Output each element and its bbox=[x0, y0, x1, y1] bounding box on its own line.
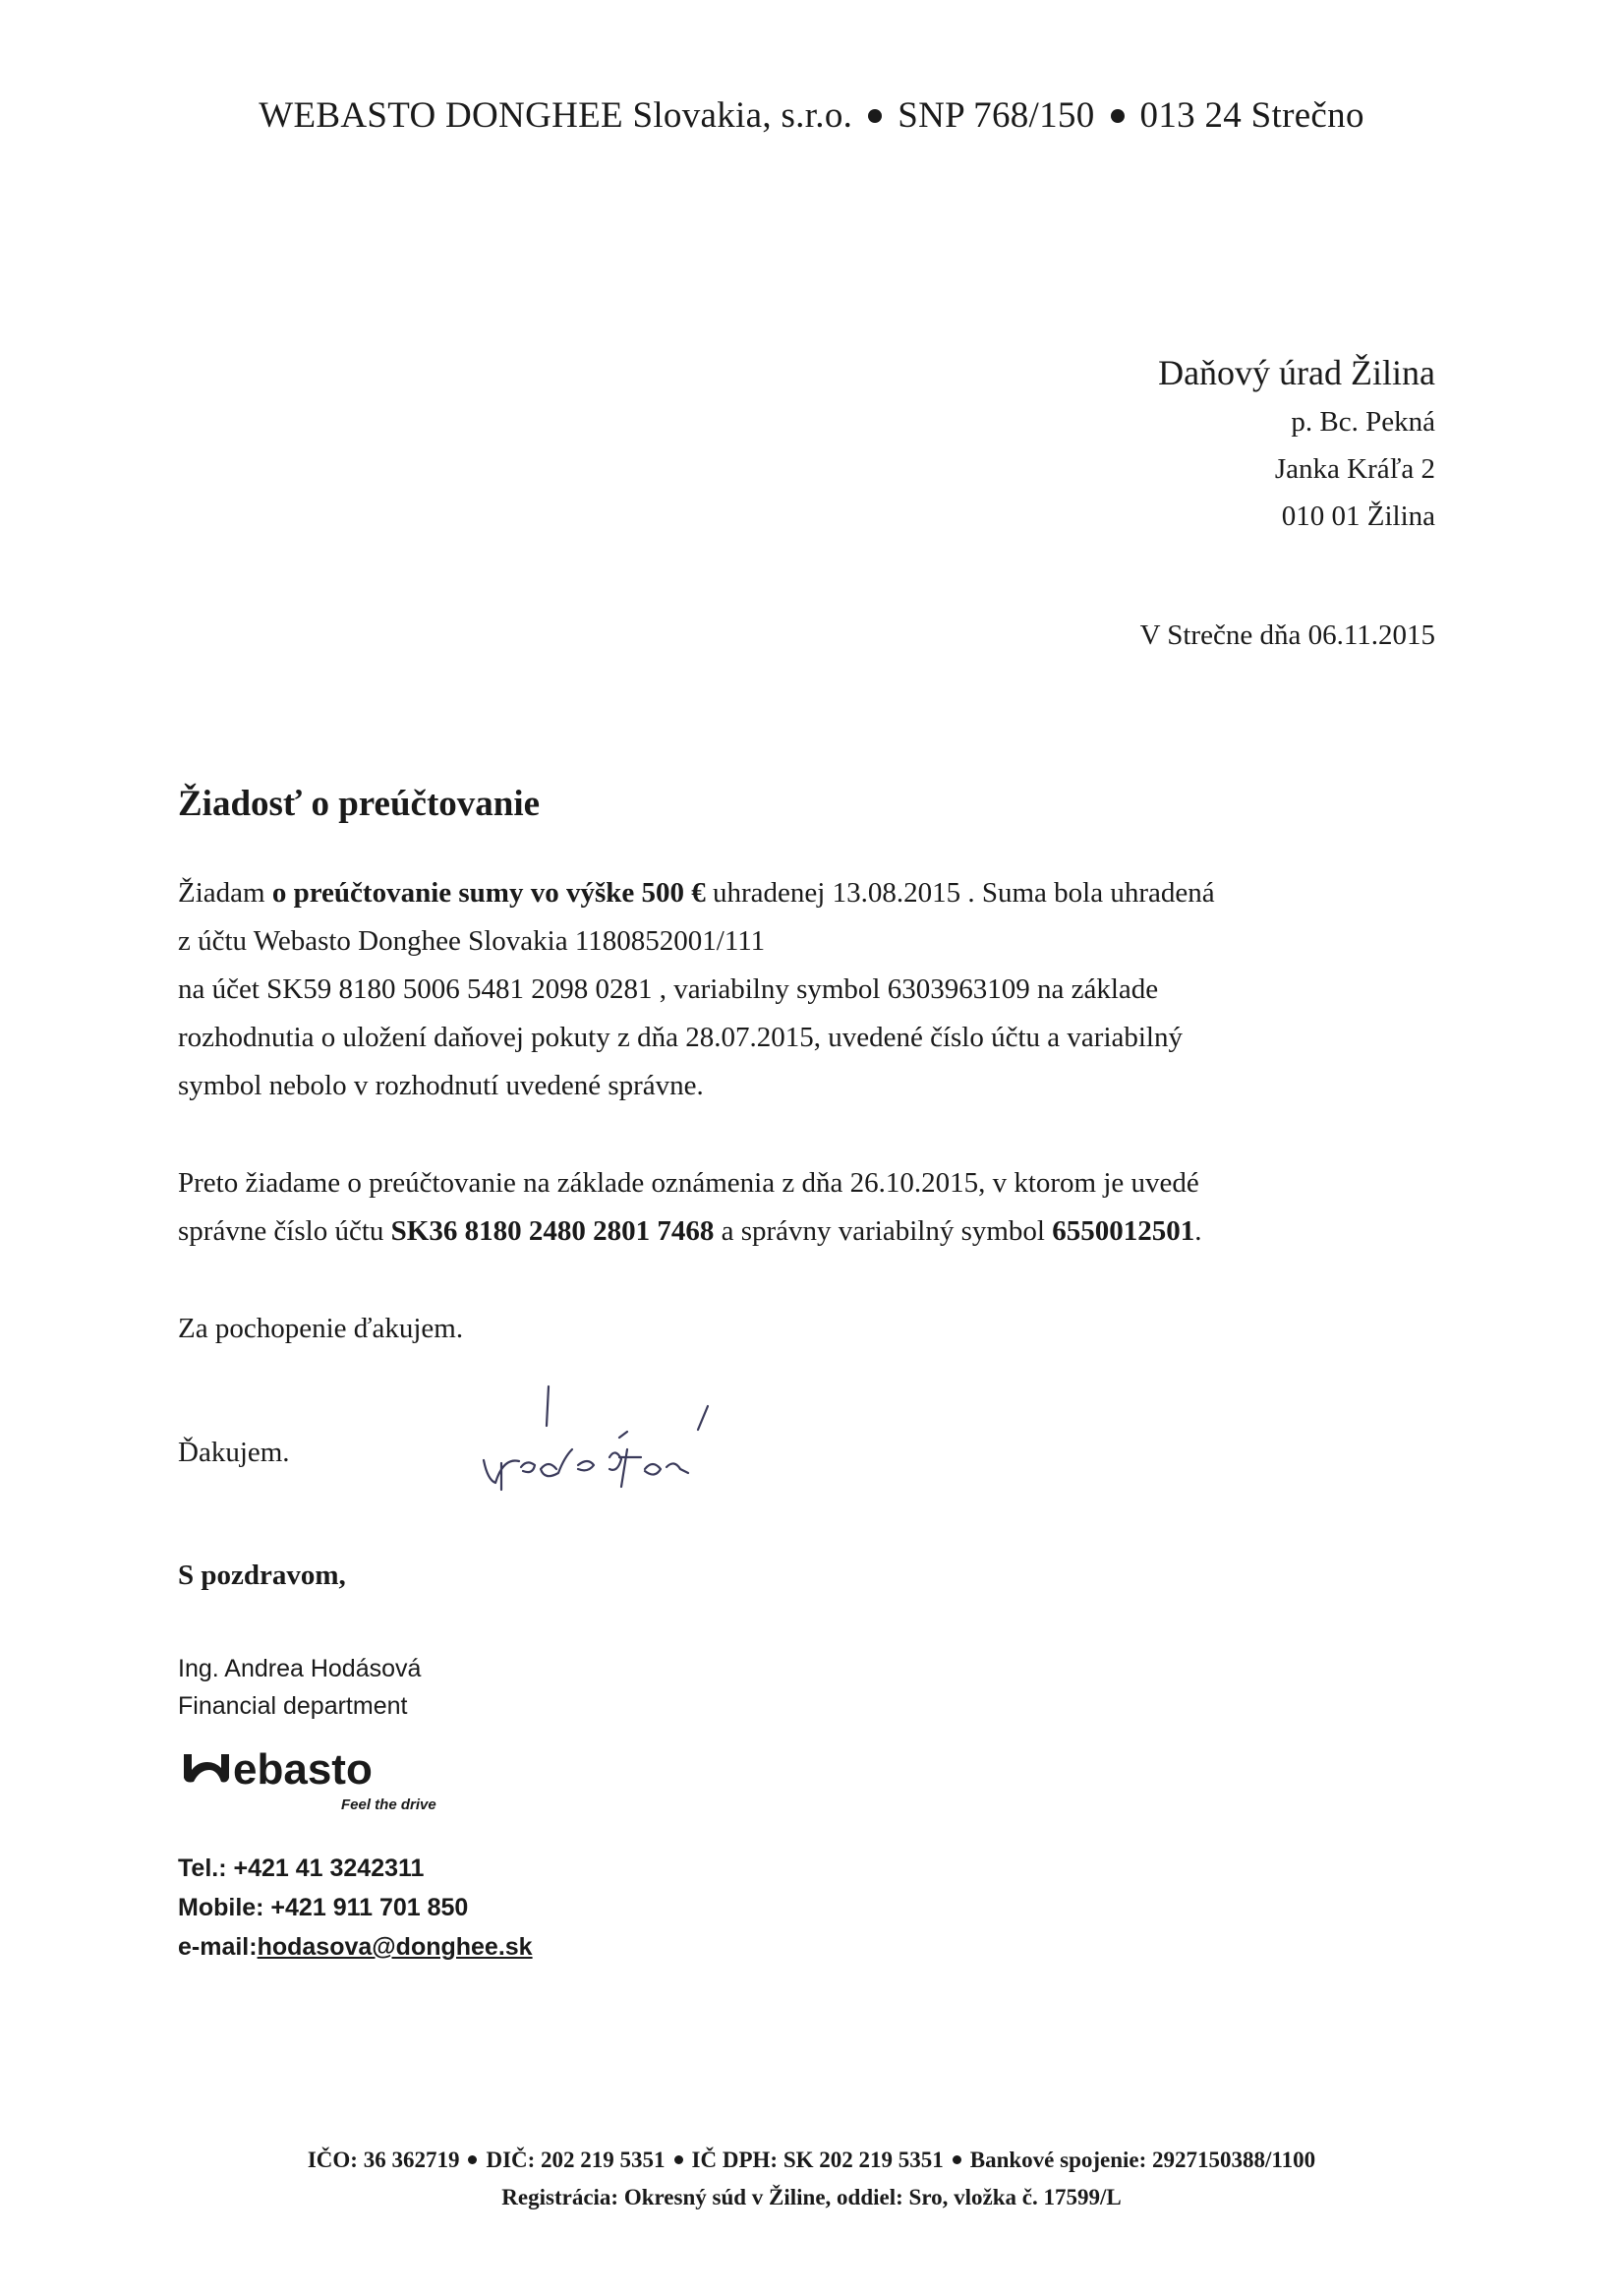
signer-name: Ing. Andrea Hodásová bbox=[178, 1655, 422, 1682]
body-line: na účet SK59 8180 5006 5481 2098 0281 , variabilny symbol 6303963109 na základe bbox=[178, 973, 1159, 1005]
bullet-icon bbox=[674, 2155, 683, 2164]
para2-end: . bbox=[1194, 1215, 1202, 1247]
contact-details bbox=[178, 1849, 533, 1967]
signer-block bbox=[178, 1650, 421, 1725]
para1-intro: Žiadam bbox=[178, 877, 272, 909]
company-address: SNP 768/150 bbox=[898, 95, 1095, 136]
correct-variable-symbol: 6550012501 bbox=[1052, 1215, 1195, 1247]
body-line: symbol nebolo v rozhodnutí uvedené správne. bbox=[178, 1070, 704, 1101]
body-line: z účtu Webasto Donghee Slovakia 1180852001/111 bbox=[178, 925, 766, 957]
email-label: e-mail: bbox=[178, 1933, 258, 1961]
webasto-logo bbox=[178, 1740, 493, 1819]
para2-text-a: správne číslo účtu bbox=[178, 1215, 391, 1247]
recipient-address bbox=[1158, 347, 1435, 540]
company-name: WEBASTO DONGHEE Slovakia, s.r.o. bbox=[259, 95, 853, 136]
recipient-attention: p. Bc. Pekná bbox=[1291, 406, 1435, 438]
body-line: Preto žiadame o preúčtovanie na základe oznámenia z dňa 26.10.2015, v ktorom je uvedé bbox=[178, 1167, 1199, 1199]
mobile-number: Mobile: +421 911 701 850 bbox=[178, 1894, 469, 1921]
body-line: rozhodnutia o uložení daňovej pokuty z dňa 28.07.2015, uvedené číslo účtu a variabilný bbox=[178, 1022, 1183, 1053]
body-line bbox=[178, 869, 1456, 917]
email-line bbox=[178, 1927, 533, 1967]
date-line: V Strečne dňa 06.11.2015 bbox=[1139, 619, 1435, 651]
bullet-icon bbox=[1111, 109, 1125, 123]
bullet-icon bbox=[868, 109, 882, 123]
letter-subject: Žiadosť o preúčtovanie bbox=[178, 784, 541, 824]
recipient-street: Janka Kráľa 2 bbox=[1274, 453, 1435, 485]
footer bbox=[0, 2142, 1623, 2216]
webasto-logo-mark-icon bbox=[184, 1754, 229, 1783]
logo-slogan: Feel the drive bbox=[341, 1796, 436, 1813]
recipient-name: Daňový úrad Žilina bbox=[1158, 353, 1435, 392]
regards: S pozdravom, bbox=[178, 1560, 346, 1591]
bullet-icon bbox=[953, 2155, 961, 2164]
para1-bold: o preúčtovanie sumy vo výške 500 € bbox=[271, 877, 706, 909]
para1-rest: uhradenej 13.08.2015 . Suma bola uhradená bbox=[705, 877, 1215, 909]
signer-department: Financial department bbox=[178, 1692, 408, 1720]
correct-account-number: SK36 8180 2480 2801 7468 bbox=[390, 1215, 715, 1247]
footer-registration: Registrácia: Okresný súd v Žiline, oddiel: Sro, vložka č. 17599/L bbox=[501, 2185, 1122, 2209]
footer-dic: DIČ: 202 219 5351 bbox=[486, 2148, 666, 2172]
para2-text-b: a správny variabilný symbol bbox=[714, 1215, 1053, 1247]
closing-thanks-short: Ďakujem. bbox=[178, 1437, 290, 1468]
bullet-icon bbox=[468, 2155, 477, 2164]
footer-ids bbox=[0, 2142, 1623, 2179]
footer-icdph: IČ DPH: SK 202 219 5351 bbox=[691, 2148, 944, 2172]
email-link[interactable]: hodasova@donghee.sk bbox=[257, 1933, 533, 1961]
handwritten-signature bbox=[462, 1367, 836, 1514]
letter-body bbox=[178, 869, 1456, 1256]
letterhead bbox=[0, 94, 1623, 137]
closing-thanks: Za pochopenie ďakujem. bbox=[178, 1313, 464, 1344]
logo-wordmark: ebasto bbox=[233, 1745, 373, 1794]
recipient-city: 010 01 Žilina bbox=[1281, 500, 1435, 532]
body-line bbox=[178, 1207, 1456, 1256]
footer-bank: Bankové spojenie: 2927150388/1100 bbox=[969, 2148, 1316, 2172]
footer-ico: IČO: 36 362719 bbox=[307, 2148, 460, 2172]
company-city: 013 24 Strečno bbox=[1139, 95, 1364, 136]
phone-number: Tel.: +421 41 3242311 bbox=[178, 1854, 425, 1882]
